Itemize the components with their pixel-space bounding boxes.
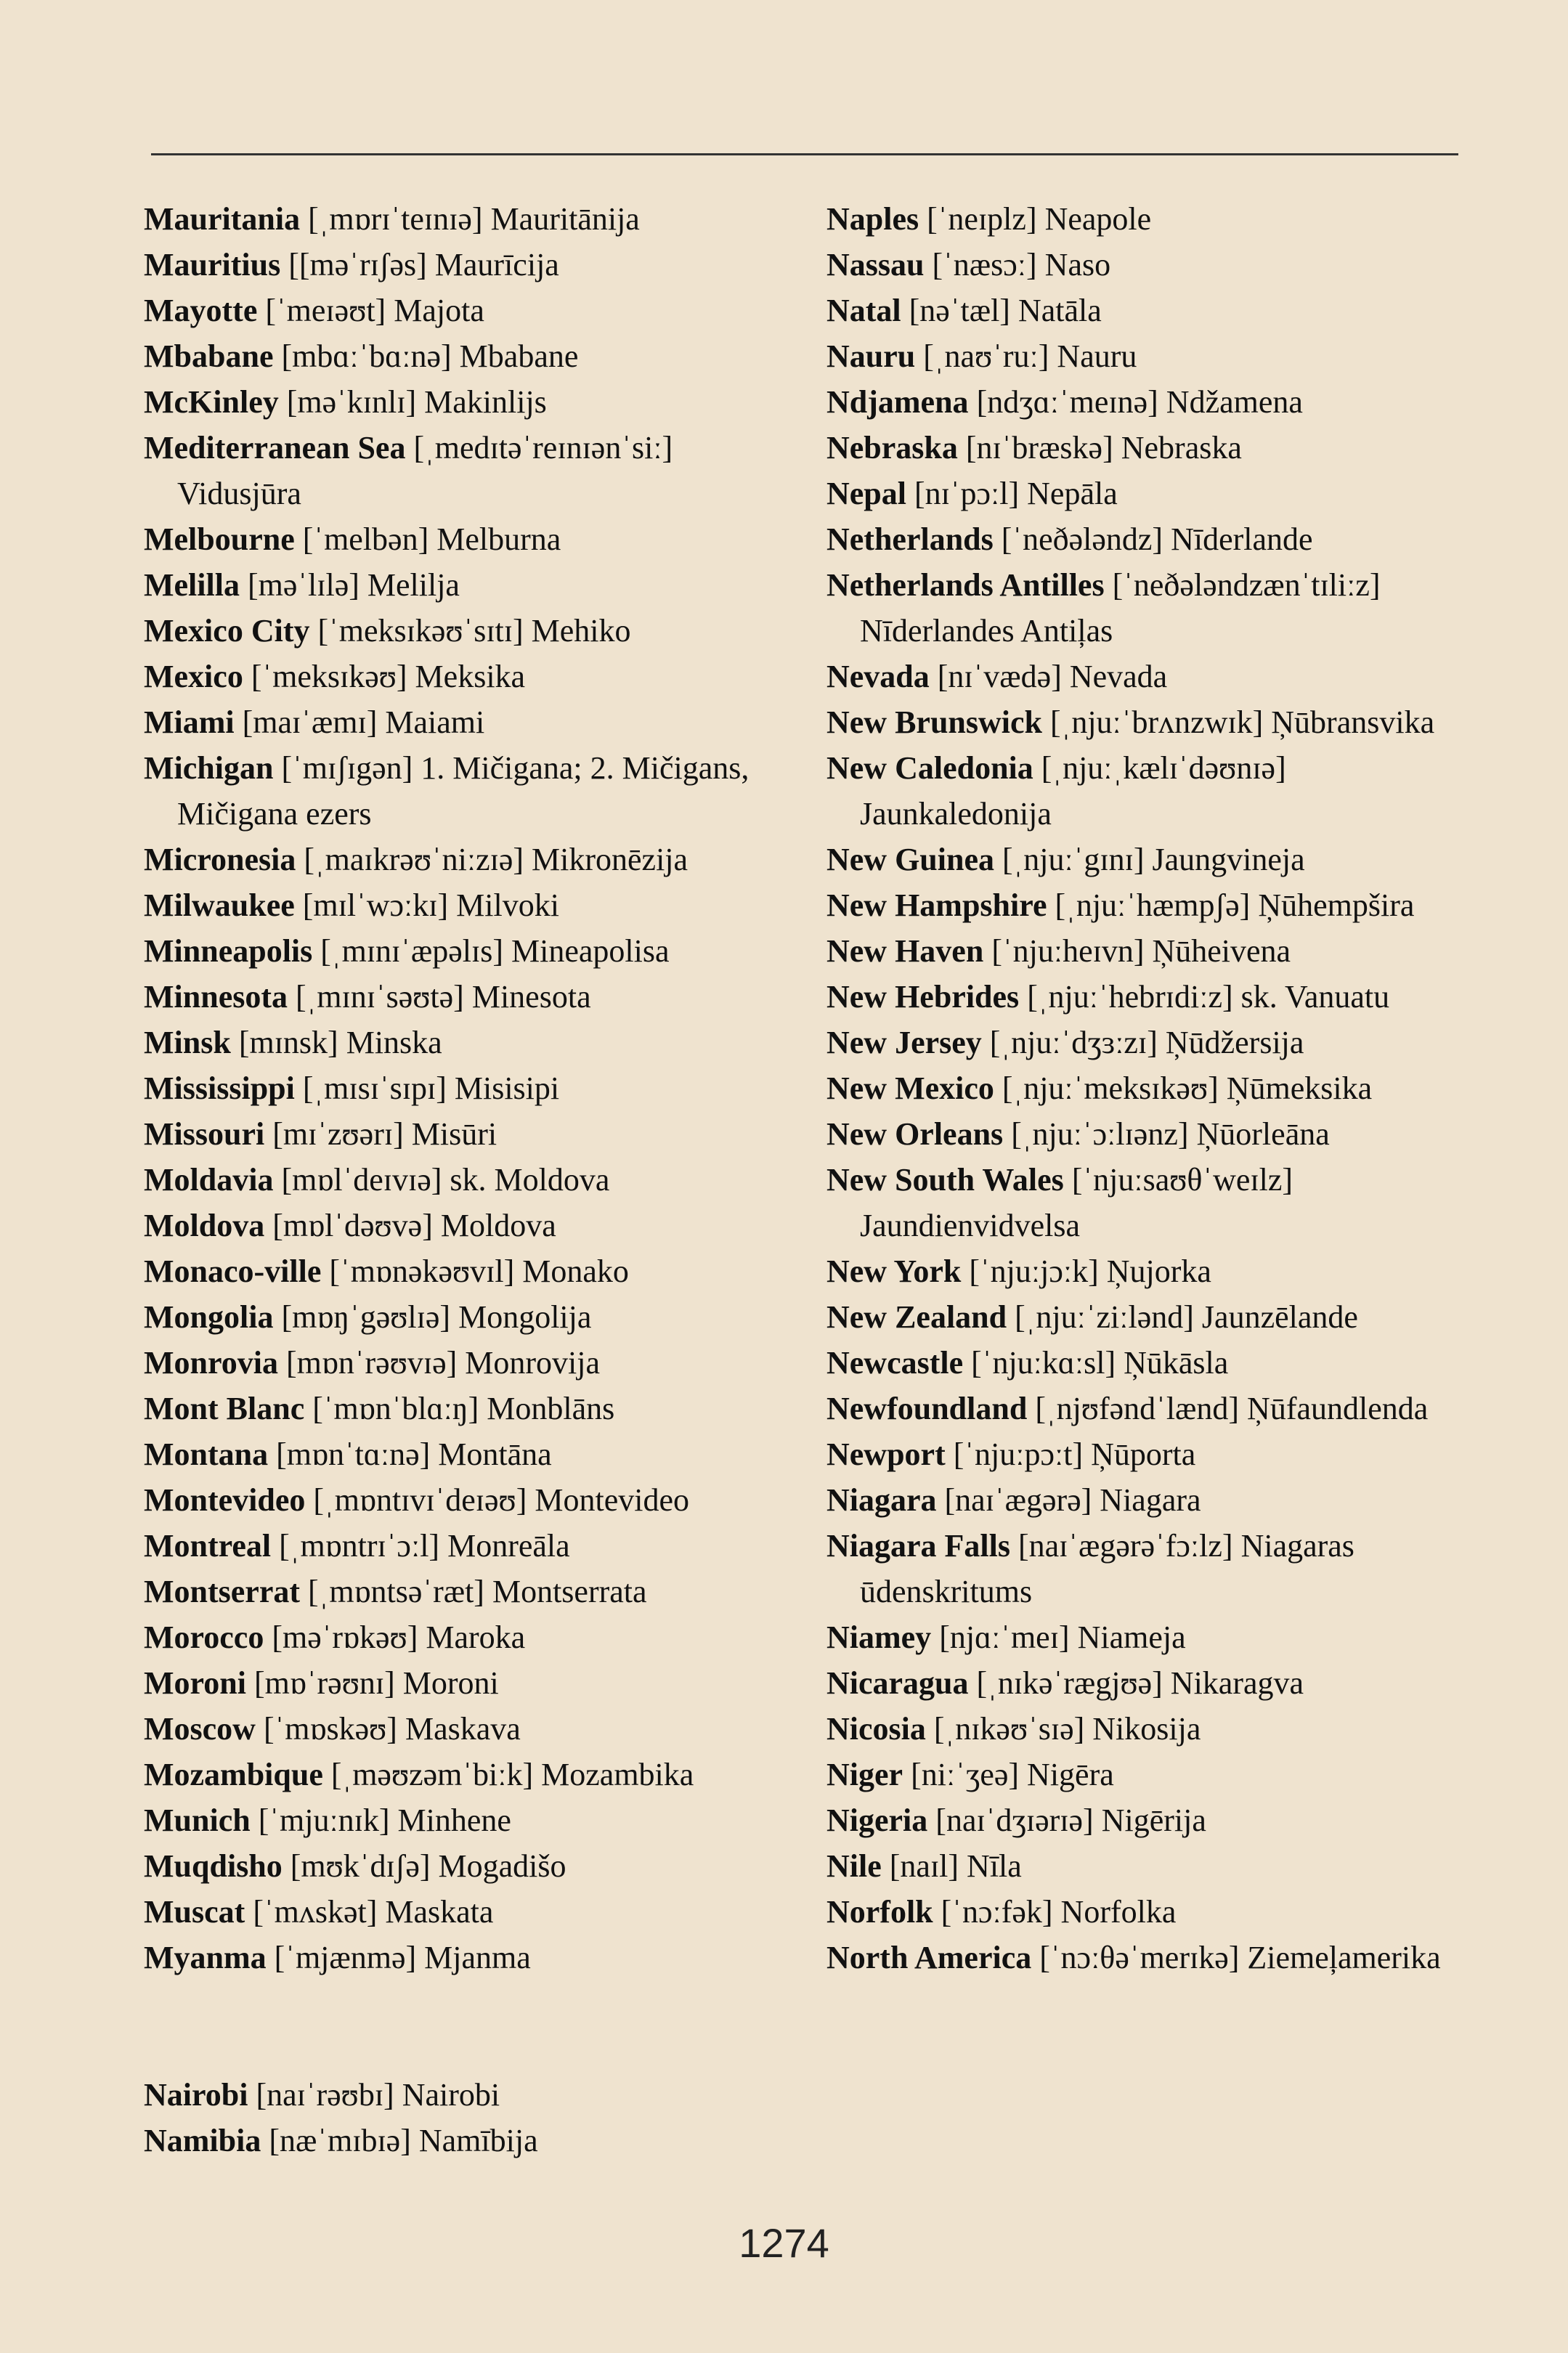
- dictionary-entry: [826, 1294, 1480, 1340]
- entry-headword: Montana: [144, 1436, 269, 1472]
- entry-definition: [naɪl] Nīla: [881, 1848, 1022, 1884]
- dictionary-entry: [826, 1614, 1480, 1660]
- dictionary-entry: [826, 974, 1480, 1020]
- entry-headword: Nile: [826, 1848, 882, 1884]
- entry-definition: [næˈmɪbɪə] Namībija: [261, 2123, 538, 2158]
- dictionary-entry: [144, 745, 797, 837]
- entry-definition: [ˌmedɪtəˈreɪnɪənˈsiː] Vidusjūra: [177, 430, 673, 511]
- entry-headword: Muscat: [144, 1894, 245, 1930]
- dictionary-entry: [826, 471, 1480, 516]
- dictionary-entry: [144, 1157, 797, 1203]
- entry-definition: [ˌnjuːˌkælɪˈdəʊnɪə] Jaunkaledonija: [860, 750, 1286, 832]
- entry-headword: Niger: [826, 1757, 903, 1792]
- dictionary-entry: [144, 1020, 797, 1065]
- entry-headword: Ndjamena: [826, 384, 969, 420]
- entry-definition: [mɒnˈrəʊvɪə] Monrovija: [277, 1345, 600, 1381]
- section-gap: [144, 1980, 797, 2072]
- entry-definition: [ˌnjuːˈbrʌnzwɪk] Ņūbransvika: [1042, 704, 1435, 740]
- entry-headword: Mississippi: [144, 1070, 295, 1106]
- entry-headword: Michigan: [144, 750, 274, 786]
- entry-headword: Missouri: [144, 1116, 265, 1152]
- dictionary-entry: [826, 1706, 1480, 1752]
- entry-headword: Nevada: [826, 659, 930, 694]
- entry-headword: Monaco-ville: [144, 1253, 322, 1289]
- page-number: 1274: [739, 2220, 829, 2266]
- entry-headword: Nebraska: [826, 430, 958, 466]
- left-column: [144, 196, 797, 2163]
- dictionary-entry: [826, 379, 1480, 425]
- entry-definition: [məˈkɪnlɪ] Makinlijs: [278, 384, 547, 420]
- entry-definition: [ˈmelbən] Melburna: [294, 521, 561, 557]
- entry-definition: [ˌnjuːˈhæmpʃə] Ņūhempšira: [1047, 887, 1415, 923]
- entry-headword: Mongolia: [144, 1299, 274, 1335]
- dictionary-entry: [144, 2118, 797, 2163]
- entry-definition: [ˌnjuːˈgɪnɪ] Jaungvineja: [994, 842, 1305, 877]
- entry-definition: [ˌnaʊˈruː] Nauru: [915, 338, 1137, 374]
- dictionary-entry: [826, 1386, 1480, 1431]
- entry-headword: Newcastle: [826, 1345, 964, 1381]
- dictionary-entry: [826, 242, 1480, 288]
- dictionary-entry: [144, 333, 797, 379]
- entry-headword: Minneapolis: [144, 933, 313, 969]
- entry-headword: Netherlands Antilles: [826, 567, 1105, 603]
- entry-headword: New Hampshire: [826, 887, 1047, 923]
- entry-headword: Mbabane: [144, 338, 274, 374]
- entry-definition: [mɒŋˈgəʊlɪə] Mongolija: [273, 1299, 592, 1335]
- dictionary-entry: [826, 333, 1480, 379]
- dictionary-entry: [826, 699, 1480, 745]
- entry-definition: [mɒlˈdeɪvɪə] sk. Moldova: [273, 1162, 610, 1198]
- entry-definition: [ˌmaɪkrəʊˈniːzɪə] Mikronēzija: [296, 842, 688, 877]
- entry-headword: Moldavia: [144, 1162, 274, 1198]
- entry-definition: [nɪˈpɔːl] Nepāla: [906, 476, 1118, 511]
- entry-definition: [ˌmɪnɪˈæpəlɪs] Mineapolisa: [312, 933, 670, 969]
- dictionary-entry: [144, 1569, 797, 1614]
- entry-headword: New Jersey: [826, 1025, 982, 1060]
- entry-headword: New South Wales: [826, 1162, 1064, 1198]
- entry-headword: New Haven: [826, 933, 984, 969]
- entry-definition: [nəˈtæl] Natāla: [901, 293, 1102, 328]
- dictionary-entry: [144, 1706, 797, 1752]
- entry-headword: Mexico: [144, 659, 243, 694]
- entry-definition: [ˌnjuːˈhebrɪdiːz] sk. Vanuatu: [1019, 979, 1390, 1015]
- entry-definition: [ˌmɒntsəˈræt] Montserrata: [300, 1574, 647, 1609]
- entry-definition: [ˈneɪplz] Neapole: [919, 201, 1152, 237]
- entry-headword: Newport: [826, 1436, 946, 1472]
- entry-definition: [ˌmɒrɪˈteɪnɪə] Mauritānija: [300, 201, 640, 237]
- entry-headword: Nauru: [826, 338, 916, 374]
- entry-definition: [ˈmɪʃɪgən] 1. Mičigana; 2. Mičigans, Mičigana ezers: [177, 750, 750, 832]
- entry-definition: [ˈnjuːheɪvn] Ņūheivena: [983, 933, 1291, 969]
- entry-headword: Montserrat: [144, 1574, 301, 1609]
- entry-headword: North America: [826, 1940, 1032, 1975]
- entry-headword: Nicosia: [826, 1711, 926, 1747]
- entry-headword: Mauritania: [144, 201, 301, 237]
- entry-definition: [ˌməʊzəmˈbiːk] Mozambika: [322, 1757, 694, 1792]
- entry-headword: New Caledonia: [826, 750, 1033, 786]
- entry-headword: Nicaragua: [826, 1665, 969, 1701]
- entry-definition: [ˈnæsɔː] Naso: [924, 247, 1111, 283]
- entry-definition: [mɪˈzʊərɪ] Misūri: [264, 1116, 497, 1152]
- dictionary-entry: [826, 1889, 1480, 1935]
- dictionary-entry: [144, 608, 797, 654]
- entry-headword: Netherlands: [826, 521, 994, 557]
- entry-definition: [maɪˈæmɪ] Maiami: [234, 704, 485, 740]
- dictionary-entry: [144, 1248, 797, 1294]
- entry-definition: [nɪˈvædə] Nevada: [929, 659, 1168, 694]
- entry-definition: [ˌmɒntɪvɪˈdeɪəʊ] Montevideo: [305, 1482, 689, 1518]
- entry-headword: Melilla: [144, 567, 240, 603]
- entry-headword: Monrovia: [144, 1345, 278, 1381]
- entry-definition: [ˌnɪkəʊˈsɪə] Nikosija: [925, 1711, 1201, 1747]
- entry-definition: [mɒlˈdəʊvə] Moldova: [264, 1208, 556, 1243]
- dictionary-entry: [826, 882, 1480, 928]
- dictionary-entry: [826, 196, 1480, 242]
- entry-headword: Moscow: [144, 1711, 256, 1747]
- entry-definition: [njɑːˈmeɪ] Niameja: [931, 1620, 1186, 1655]
- dictionary-entry: [144, 1065, 797, 1111]
- dictionary-entry: [144, 1111, 797, 1157]
- entry-definition: [ˈmɒnəkəʊvɪl] Monako: [321, 1253, 629, 1289]
- dictionary-entry: [826, 1248, 1480, 1294]
- entry-definition: [ˌnɪkəˈrægjʊə] Nikaragva: [968, 1665, 1304, 1701]
- entry-headword: Mediterranean Sea: [144, 430, 406, 466]
- dictionary-entry: [144, 1203, 797, 1248]
- dictionary-entry: [826, 1935, 1480, 1980]
- entry-definition: [ˌnjʊfəndˈlænd] Ņūfaundlenda: [1027, 1391, 1429, 1426]
- entry-headword: Micronesia: [144, 842, 296, 877]
- entry-definition: [mɒˈrəʊnɪ] Moroni: [245, 1665, 499, 1701]
- entry-definition: [ˈnjuːjɔːk] Ņujorka: [961, 1253, 1211, 1289]
- entry-definition: [ˌnjuːˈdʒɜːzɪ] Ņūdžersija: [981, 1025, 1304, 1060]
- dictionary-entry: [144, 1889, 797, 1935]
- header-rule: [151, 153, 1458, 155]
- dictionary-entry: [826, 1843, 1480, 1889]
- dictionary-entry: [826, 1111, 1480, 1157]
- dictionary-entry: [144, 1752, 797, 1797]
- dictionary-entry: [144, 699, 797, 745]
- entry-headword: Minsk: [144, 1025, 231, 1060]
- entry-headword: Mont Blanc: [144, 1391, 305, 1426]
- entry-headword: Naples: [826, 201, 919, 237]
- entry-definition: [naɪˈdʒɪərɪə] Nigērija: [927, 1803, 1206, 1838]
- dictionary-entry: [144, 2072, 797, 2118]
- entry-headword: McKinley: [144, 384, 279, 420]
- entry-headword: New Guinea: [826, 842, 994, 877]
- entry-headword: Moldova: [144, 1208, 265, 1243]
- dictionary-entry: [144, 1431, 797, 1477]
- dictionary-entry: [144, 196, 797, 242]
- entry-headword: Niagara: [826, 1482, 937, 1518]
- dictionary-entry: [144, 882, 797, 928]
- dictionary-entry: [826, 562, 1480, 654]
- entry-headword: Newfoundland: [826, 1391, 1028, 1426]
- dictionary-entry: [826, 1020, 1480, 1065]
- entry-definition: [naɪˈægərəˈfɔːlz] Niagaras ūdenskritums: [860, 1528, 1354, 1609]
- dictionary-entry: [144, 1386, 797, 1431]
- dictionary-entry: [144, 288, 797, 333]
- entry-headword: Mexico City: [144, 613, 310, 649]
- entry-headword: Montevideo: [144, 1482, 306, 1518]
- entry-headword: Nairobi: [144, 2077, 248, 2113]
- dictionary-entry: [144, 379, 797, 425]
- dictionary-entry: [826, 654, 1480, 699]
- dictionary-entry: [144, 516, 797, 562]
- entry-definition: [məˈrɒkəʊ] Maroka: [264, 1620, 526, 1655]
- dictionary-entry: [826, 1477, 1480, 1523]
- dictionary-entry: [826, 516, 1480, 562]
- dictionary-entry: [826, 1752, 1480, 1797]
- right-column: [826, 196, 1480, 1980]
- dictionary-entry: [144, 425, 797, 516]
- dictionary-entry: [144, 837, 797, 882]
- entry-headword: New Mexico: [826, 1070, 994, 1106]
- dictionary-entry: [826, 1340, 1480, 1386]
- entry-definition: [ˈmeksɪkəʊ] Meksika: [243, 659, 526, 694]
- entry-definition: [ˈnjuːsaʊθˈweɪlz] Jaundienvidvelsa: [860, 1162, 1293, 1243]
- entry-definition: [ˈneðələndzænˈtɪliːz] Nīderlandes Antiļas: [860, 567, 1381, 649]
- dictionary-entry: [144, 1294, 797, 1340]
- entry-headword: Norfolk: [826, 1894, 933, 1930]
- dictionary-entry: [826, 745, 1480, 837]
- entry-definition: [ˈmjuːnɪk] Minhene: [250, 1803, 511, 1838]
- entry-definition: [nɪˈbræskə] Nebraska: [957, 430, 1242, 466]
- entry-headword: Myanma: [144, 1940, 267, 1975]
- entry-definition: [mɪlˈwɔːkɪ] Milvoki: [294, 887, 559, 923]
- entry-headword: New Zealand: [826, 1299, 1007, 1335]
- entry-headword: Montreal: [144, 1528, 272, 1564]
- entry-headword: Miami: [144, 704, 235, 740]
- entry-headword: Namibia: [144, 2123, 261, 2158]
- entry-headword: Nigeria: [826, 1803, 928, 1838]
- dictionary-entry: [144, 974, 797, 1020]
- entry-definition: [naɪˈrəʊbɪ] Nairobi: [248, 2077, 500, 2113]
- entry-definition: [mɒnˈtɑːnə] Montāna: [268, 1436, 552, 1472]
- entry-definition: [mʊkˈdɪʃə] Mogadišo: [282, 1848, 566, 1884]
- entry-definition: [ˈnjuːkɑːsl] Ņūkāsla: [963, 1345, 1229, 1381]
- entry-headword: Melbourne: [144, 521, 295, 557]
- dictionary-entry: [826, 1660, 1480, 1706]
- dictionary-entry: [144, 928, 797, 974]
- entry-definition: [ˌmɒntrɪˈɔːl] Monreāla: [271, 1528, 570, 1564]
- entry-definition: [ˈnɔːfək] Norfolka: [933, 1894, 1177, 1930]
- entry-headword: New Hebrides: [826, 979, 1020, 1015]
- entry-headword: Moroni: [144, 1665, 246, 1701]
- entry-definition: [ˌmɪsɪˈsɪpɪ] Misisipi: [294, 1070, 560, 1106]
- entry-definition: [ˌnjuːˈɔːlɪənz] Ņūorleāna: [1003, 1116, 1330, 1152]
- dictionary-entry: [144, 654, 797, 699]
- entry-headword: Nassau: [826, 247, 925, 283]
- entry-definition: [ˈmɒskəʊ] Maskava: [255, 1711, 521, 1747]
- entry-definition: [ndʒɑːˈmeɪnə] Ndžamena: [968, 384, 1303, 420]
- entry-definition: [ˈmeɪəʊt] Majota: [257, 293, 484, 328]
- entry-headword: Mauritius: [144, 247, 281, 283]
- dictionary-entry: [826, 1065, 1480, 1111]
- dictionary-entry: [826, 288, 1480, 333]
- entry-definition: [ˈmʌskət] Maskata: [245, 1894, 494, 1930]
- entry-definition: [mɪnsk] Minska: [230, 1025, 442, 1060]
- entry-headword: Niagara Falls: [826, 1528, 1010, 1564]
- entry-headword: Muqdisho: [144, 1848, 283, 1884]
- entry-headword: Niamey: [826, 1620, 932, 1655]
- dictionary-entry: [144, 1660, 797, 1706]
- entry-definition: [niːˈʒeə] Nigēra: [903, 1757, 1114, 1792]
- entry-headword: Milwaukee: [144, 887, 295, 923]
- entry-headword: New Brunswick: [826, 704, 1043, 740]
- dictionary-entry: [826, 425, 1480, 471]
- entry-headword: Natal: [826, 293, 901, 328]
- dictionary-entry: [144, 242, 797, 288]
- dictionary-entry: [826, 1523, 1480, 1614]
- entry-headword: Munich: [144, 1803, 251, 1838]
- entry-headword: New Orleans: [826, 1116, 1004, 1152]
- entry-definition: [ˈneðələndz] Nīderlande: [993, 521, 1313, 557]
- dictionary-entry: [144, 1340, 797, 1386]
- dictionary-entry: [826, 928, 1480, 974]
- dictionary-entry: [144, 1843, 797, 1889]
- entry-headword: Nepal: [826, 476, 906, 511]
- dictionary-entry: [826, 1157, 1480, 1248]
- entry-definition: [ˈmeksɪkəʊˈsɪtɪ] Mehiko: [309, 613, 631, 649]
- entry-headword: Mayotte: [144, 293, 258, 328]
- entry-definition: [mbɑːˈbɑːnə] Mbabane: [273, 338, 579, 374]
- dictionary-entry: [144, 1614, 797, 1660]
- entry-headword: Mozambique: [144, 1757, 323, 1792]
- entry-definition: [ˈnjuːpɔːt] Ņūporta: [945, 1436, 1196, 1472]
- entry-definition: [ˈmɒnˈblɑːŋ] Monblāns: [304, 1391, 615, 1426]
- entry-definition: [ˈnɔːθəˈmerɪkə] Ziemeļamerika: [1031, 1940, 1441, 1975]
- dictionary-entry: [826, 837, 1480, 882]
- entry-headword: Minnesota: [144, 979, 288, 1015]
- dictionary-entry: [144, 1523, 797, 1569]
- dictionary-entry: [826, 1797, 1480, 1843]
- dictionary-entry: [144, 1797, 797, 1843]
- entry-definition: [ˌmɪnɪˈsəʊtə] Minesota: [288, 979, 591, 1015]
- dictionary-entry: [826, 1431, 1480, 1477]
- dictionary-entry: [144, 1477, 797, 1523]
- entry-headword: Morocco: [144, 1620, 264, 1655]
- dictionary-entry: [144, 1935, 797, 1980]
- entry-definition: [ˌnjuːˈmeksɪkəʊ] Ņūmeksika: [994, 1070, 1373, 1106]
- dictionary-entry: [144, 562, 797, 608]
- entry-definition: [ˌnjuːˈziːlənd] Jaunzēlande: [1007, 1299, 1358, 1335]
- entry-definition: [naɪˈægərə] Niagara: [936, 1482, 1201, 1518]
- entry-definition: [ˈmjænmə] Mjanma: [266, 1940, 531, 1975]
- entry-definition: [[məˈrɪʃəs] Maurīcija: [280, 247, 559, 283]
- entry-definition: [məˈlɪlə] Melilja: [239, 567, 460, 603]
- entry-headword: New York: [826, 1253, 962, 1289]
